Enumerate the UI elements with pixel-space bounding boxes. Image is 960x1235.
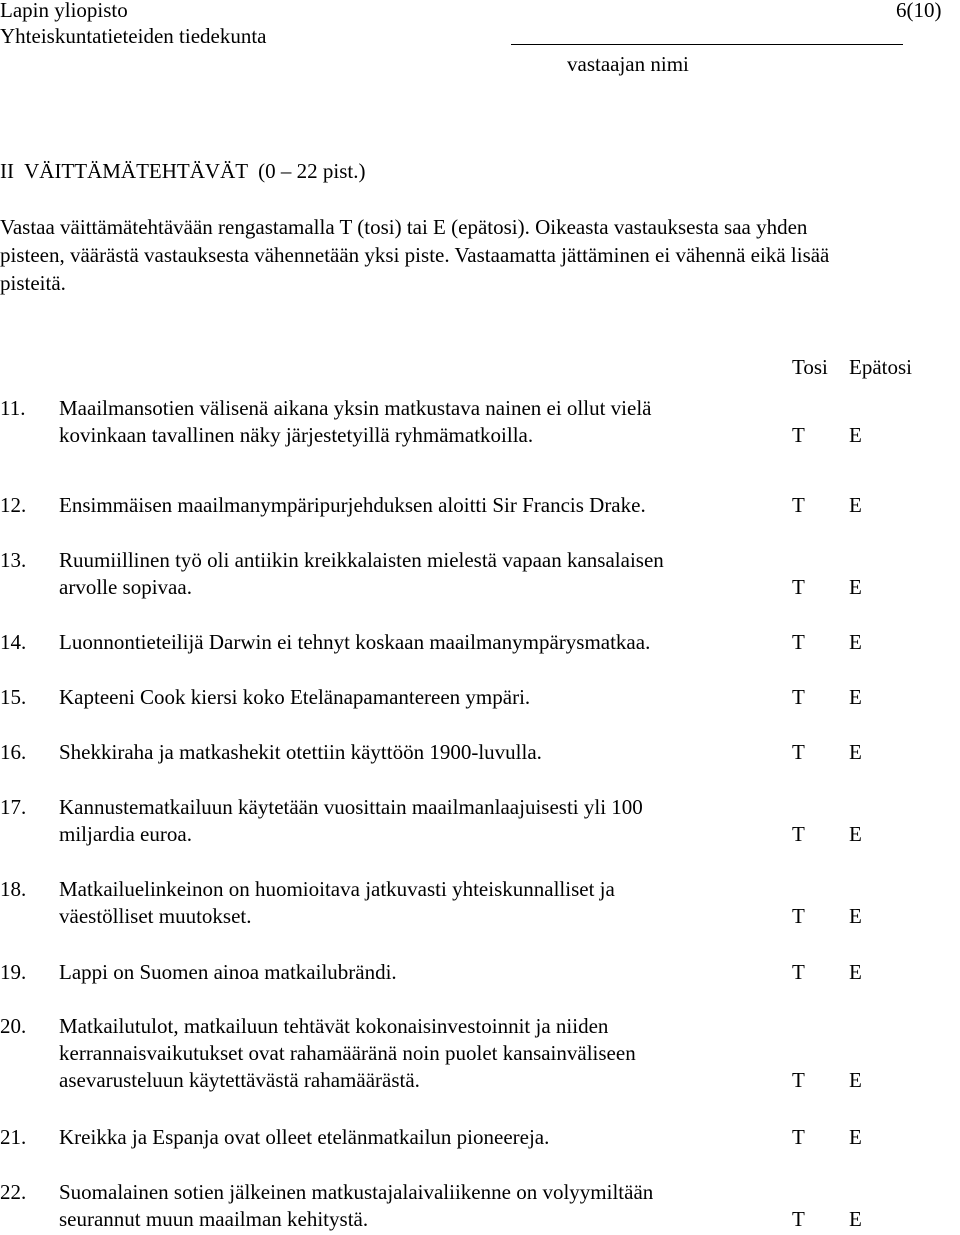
answer-false-option[interactable]: E <box>849 493 862 517</box>
answer-true-option[interactable]: T <box>792 423 805 447</box>
question-text-line: asevarusteluun käytettävästä rahamäärästä. <box>59 1068 420 1092</box>
question-text-line: Lappi on Suomen ainoa matkailubrändi. <box>59 960 397 984</box>
question-text-line: Suomalainen sotien jälkeinen matkustajalaivaliikenne on volyymiltään <box>59 1180 654 1204</box>
question-number: 16. <box>0 740 27 764</box>
answer-false-option[interactable]: E <box>849 1068 862 1092</box>
question-number: 13. <box>0 548 27 572</box>
question-text-line: väestölliset muutokset. <box>59 904 252 928</box>
instructions-line-1: Vastaa väittämätehtävään rengastamalla T (tosi) tai E (epätosi). Oikeasta vastauksesta saa yhden <box>0 215 808 239</box>
question-text-line: seurannut muun maailman kehitystä. <box>59 1207 369 1231</box>
answer-false-option[interactable]: E <box>849 1125 862 1149</box>
answer-false-option[interactable]: E <box>849 685 862 709</box>
question-text-line: miljardia euroa. <box>59 822 192 846</box>
question-number: 20. <box>0 1014 27 1038</box>
question-text-line: Ensimmäisen maailmanympäripurjehduksen aloitti Sir Francis Drake. <box>59 493 646 517</box>
answer-true-option[interactable]: T <box>792 960 805 984</box>
column-false-header: Epätosi <box>849 355 912 379</box>
respondent-name-label: vastaajan nimi <box>567 52 689 76</box>
question-text-line: Maailmansotien välisenä aikana yksin matkustava nainen ei ollut vielä <box>59 396 652 420</box>
answer-true-option[interactable]: T <box>792 1207 805 1231</box>
answer-false-option[interactable]: E <box>849 575 862 599</box>
answer-true-option[interactable]: T <box>792 630 805 654</box>
question-text-line: kovinkaan tavallinen näky järjestetyillä ryhmämatkoilla. <box>59 423 534 447</box>
page-number: 6(10) <box>896 0 942 22</box>
question-text-line: Matkailutulot, matkailuun tehtävät kokonaisinvestoinnit ja niiden <box>59 1014 609 1038</box>
question-number: 21. <box>0 1125 27 1149</box>
answer-false-option[interactable]: E <box>849 822 862 846</box>
answer-false-option[interactable]: E <box>849 904 862 928</box>
question-number: 11. <box>0 396 26 420</box>
answer-true-option[interactable]: T <box>792 493 805 517</box>
question-number: 15. <box>0 685 27 709</box>
answer-true-option[interactable]: T <box>792 1125 805 1149</box>
answer-false-option[interactable]: E <box>849 1207 862 1231</box>
question-number: 22. <box>0 1180 27 1204</box>
answer-true-option[interactable]: T <box>792 1068 805 1092</box>
column-true-header: Tosi <box>792 355 828 379</box>
university-name: Lapin yliopisto <box>0 0 128 22</box>
question-number: 18. <box>0 877 27 901</box>
section-title: II VÄITTÄMÄTEHTÄVÄT (0 – 22 pist.) <box>0 159 366 183</box>
question-number: 14. <box>0 630 27 654</box>
question-text-line: kerrannaisvaikutukset ovat rahamääränä noin puolet kansainväliseen <box>59 1041 636 1065</box>
instructions-line-2: pisteen, väärästä vastauksesta vähennetään yksi piste. Vastaamatta jättäminen ei vähennä eikä lisää <box>0 243 830 267</box>
question-text-line: Shekkiraha ja matkashekit otettiin käyttöön 1900-luvulla. <box>59 740 542 764</box>
question-number: 12. <box>0 493 27 517</box>
answer-true-option[interactable]: T <box>792 822 805 846</box>
instructions-line-3: pisteitä. <box>0 271 66 295</box>
answer-false-option[interactable]: E <box>849 740 862 764</box>
question-text-line: Kreikka ja Espanja ovat olleet etelänmatkailun pioneereja. <box>59 1125 550 1149</box>
question-text-line: arvolle sopivaa. <box>59 575 192 599</box>
answer-false-option[interactable]: E <box>849 630 862 654</box>
question-text-line: Ruumiillinen työ oli antiikin kreikkalaisten mielestä vapaan kansalaisen <box>59 548 664 572</box>
respondent-name-line <box>511 44 903 45</box>
question-number: 17. <box>0 795 27 819</box>
answer-true-option[interactable]: T <box>792 685 805 709</box>
question-text-line: Kannustematkailuun käytetään vuosittain maailmanlaajuisesti yli 100 <box>59 795 643 819</box>
question-text-line: Matkailuelinkeinon on huomioitava jatkuvasti yhteiskunnalliset ja <box>59 877 615 901</box>
question-number: 19. <box>0 960 27 984</box>
question-text-line: Luonnontieteilijä Darwin ei tehnyt koskaan maailmanympärysmatkaa. <box>59 630 651 654</box>
answer-true-option[interactable]: T <box>792 740 805 764</box>
faculty-name: Yhteiskuntatieteiden tiedekunta <box>0 24 267 48</box>
answer-true-option[interactable]: T <box>792 904 805 928</box>
answer-false-option[interactable]: E <box>849 960 862 984</box>
question-text-line: Kapteeni Cook kiersi koko Etelänapamantereen ympäri. <box>59 685 531 709</box>
answer-false-option[interactable]: E <box>849 423 862 447</box>
answer-true-option[interactable]: T <box>792 575 805 599</box>
